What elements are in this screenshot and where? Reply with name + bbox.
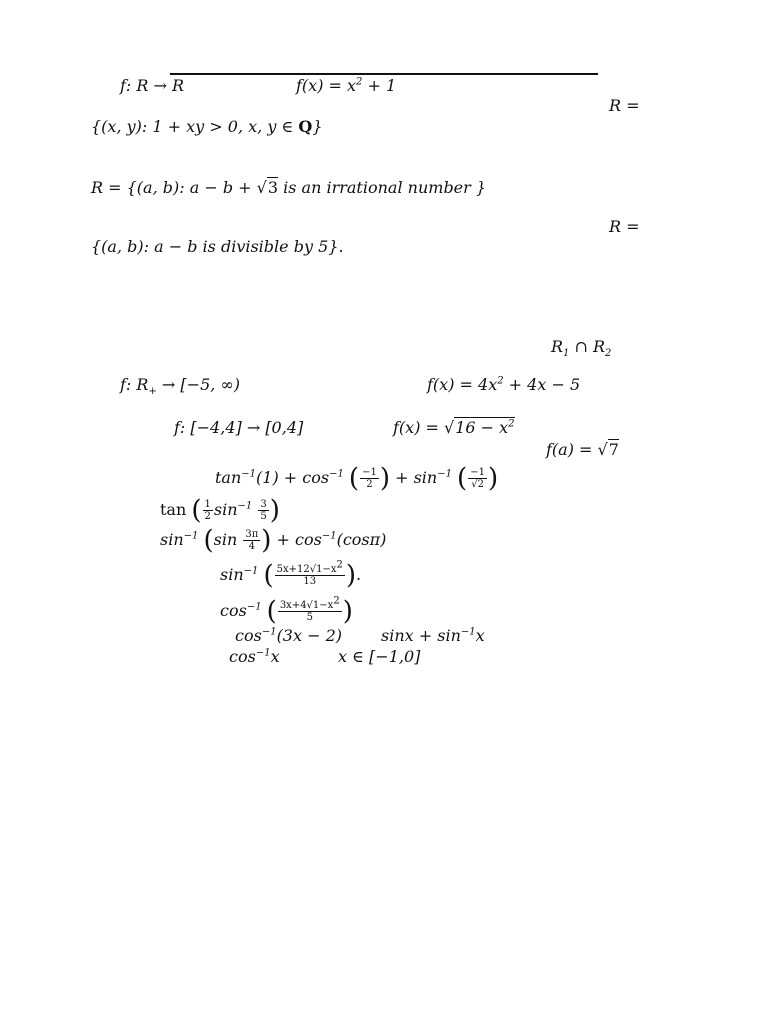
- function-mapping-1: f: R → R: [120, 76, 185, 95]
- inverse-trig-expression-4: $\sin^{-1}$ ( $\frac{5x+12√1-x^2}{13}$ ).: [220, 559, 362, 591]
- relation-set-1: {(x, y): 1 + xy > 0, x, y ∈ Q}: [91, 117, 323, 136]
- relation-set-2: R = {(a, b): a − b + √3 is an irrational number }: [91, 178, 487, 197]
- domain-interval: x ∈ [−1,0]: [338, 647, 421, 666]
- inverse-trig-expression-6: $\cos^{-1}(3x - 2)$: [235, 626, 343, 645]
- underline-rule: [170, 73, 598, 75]
- relation-label-1: R =: [609, 96, 640, 115]
- function-mapping-2: f: $R_+ \to [-5$, ∞): [120, 375, 240, 398]
- function-definition-1: $f(x) = x^2 + 1$: [296, 76, 397, 95]
- function-mapping-3: f: [−4,4] → [0,4]: [174, 418, 304, 437]
- inverse-trig-expression-8: $\cos^{-1}x$: [229, 647, 280, 666]
- relation-set-3: {(a, b): a − b is divisible by 5}.: [91, 237, 344, 256]
- intersection-expression: $R_1$ ∩ $R_2$: [551, 337, 612, 360]
- function-value: f(a) = √7: [546, 440, 619, 459]
- inverse-trig-expression-1: $\tan^{-1}(1) + \cos^{-1}$ ( $\frac{-1}{2}$ ) + $\sin^{-1}$ ( $\frac{-1}{√2}$ ): [215, 463, 499, 494]
- function-definition-3: $f(x) = √16 - x^2$: [393, 418, 515, 437]
- relation-label-3: R =: [609, 217, 640, 236]
- function-definition-2: $f(x) = 4x^2 + 4x - 5$: [427, 375, 581, 394]
- inverse-trig-expression-5: $\cos^{-1}$ ( $\frac{3x+4√1-x^2}{5}$ ): [220, 595, 353, 627]
- inverse-trig-expression-3: $\sin^{-1} (\sin$ $\frac{3\pi}{4}$ ) + $\cos^{-1}(\cos\pi)$: [160, 525, 387, 556]
- inverse-trig-expression-7: $\sin x + \sin^{-1}x$: [381, 626, 485, 645]
- inverse-trig-expression-2: tan ( $\frac{1}{2}$ $\sin^{-1}$ $\frac{3}{5}$ ): [160, 495, 280, 526]
